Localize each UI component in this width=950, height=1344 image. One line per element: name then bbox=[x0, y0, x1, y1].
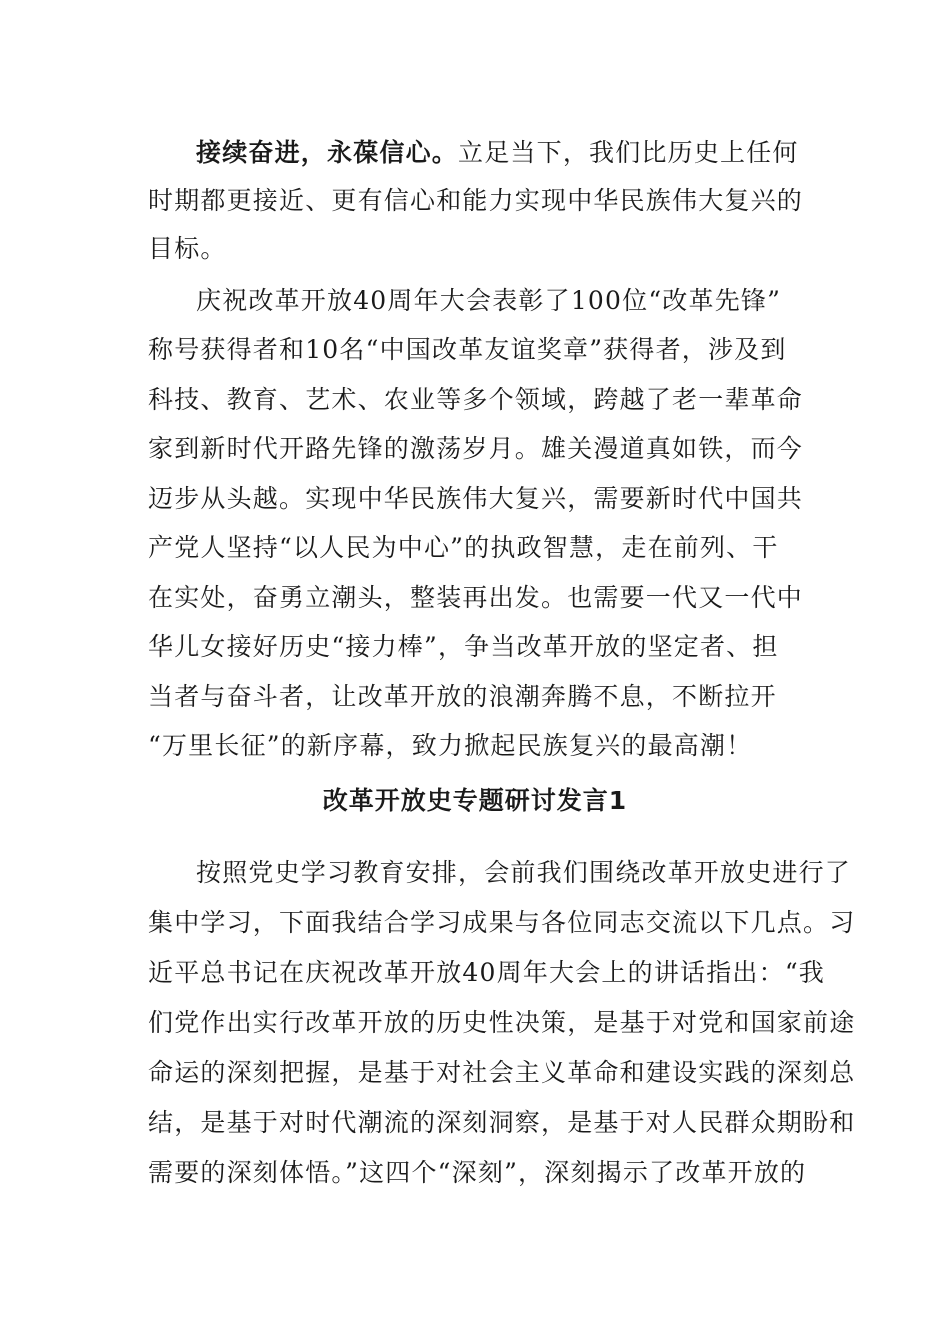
paragraph-line: 目标。 bbox=[148, 234, 227, 263]
paragraph-line: 们党作出实行改革开放的历史性决策，是基于对党和国家前途 bbox=[148, 1008, 856, 1037]
bold-lead-text: 接续奋进，永葆信心。 bbox=[196, 138, 459, 167]
paragraph-line: 华儿女接好历史“接力棒”，争当改革开放的坚定者、担 bbox=[148, 632, 779, 661]
paragraph-line: 迈步从头越。实现中华民族伟大复兴，需要新时代中国共 bbox=[148, 484, 804, 513]
paragraph-line: 命运的深刻把握，是基于对社会主义革命和建设实践的深刻总 bbox=[148, 1058, 856, 1087]
paragraph-line: 在实处，奋勇立潮头，整装再出发。也需要一代又一代中 bbox=[148, 583, 804, 612]
paragraph-line: “万里长征”的新序幕，致力掀起民族复兴的最高潮！ bbox=[148, 731, 753, 760]
paragraph-line: 家到新时代开路先锋的激荡岁月。雄关漫道真如铁，而今 bbox=[148, 434, 804, 463]
paragraph-line: 产党人坚持“以人民为中心”的执政智慧，走在前列、干 bbox=[148, 533, 779, 562]
paragraph-line: 称号获得者和10名“中国改革友谊奖章”获得者，涉及到 bbox=[148, 335, 787, 364]
paragraph-line: 科技、教育、艺术、农业等多个领域，跨越了老一辈革命 bbox=[148, 385, 804, 414]
paragraph-line: 需要的深刻体悟。”这四个“深刻”，深刻揭示了改革开放的 bbox=[148, 1158, 807, 1187]
paragraph-line bbox=[196, 138, 799, 168]
paragraph-line: 近平总书记在庆祝改革开放40周年大会上的讲话指出：“我 bbox=[148, 958, 825, 987]
paragraph-line: 庆祝改革开放40周年大会表彰了100位“改革先锋” bbox=[196, 286, 782, 315]
section-heading: 改革开放史专题研讨发言1 bbox=[322, 786, 628, 815]
paragraph-line: 按照党史学习教育安排，会前我们围绕改革开放史进行了 bbox=[196, 858, 852, 887]
paragraph-line: 集中学习，下面我结合学习成果与各位同志交流以下几点。习 bbox=[148, 908, 856, 937]
paragraph-line: 结，是基于对时代潮流的深刻洞察，是基于对人民群众期盼和 bbox=[148, 1108, 856, 1137]
paragraph-text: 立足当下，我们比历史上任何 bbox=[458, 138, 799, 167]
paragraph-line: 时期都更接近、更有信心和能力实现中华民族伟大复兴的 bbox=[148, 186, 804, 215]
paragraph-line: 当者与奋斗者，让改革开放的浪潮奔腾不息，不断拉开 bbox=[148, 682, 777, 711]
